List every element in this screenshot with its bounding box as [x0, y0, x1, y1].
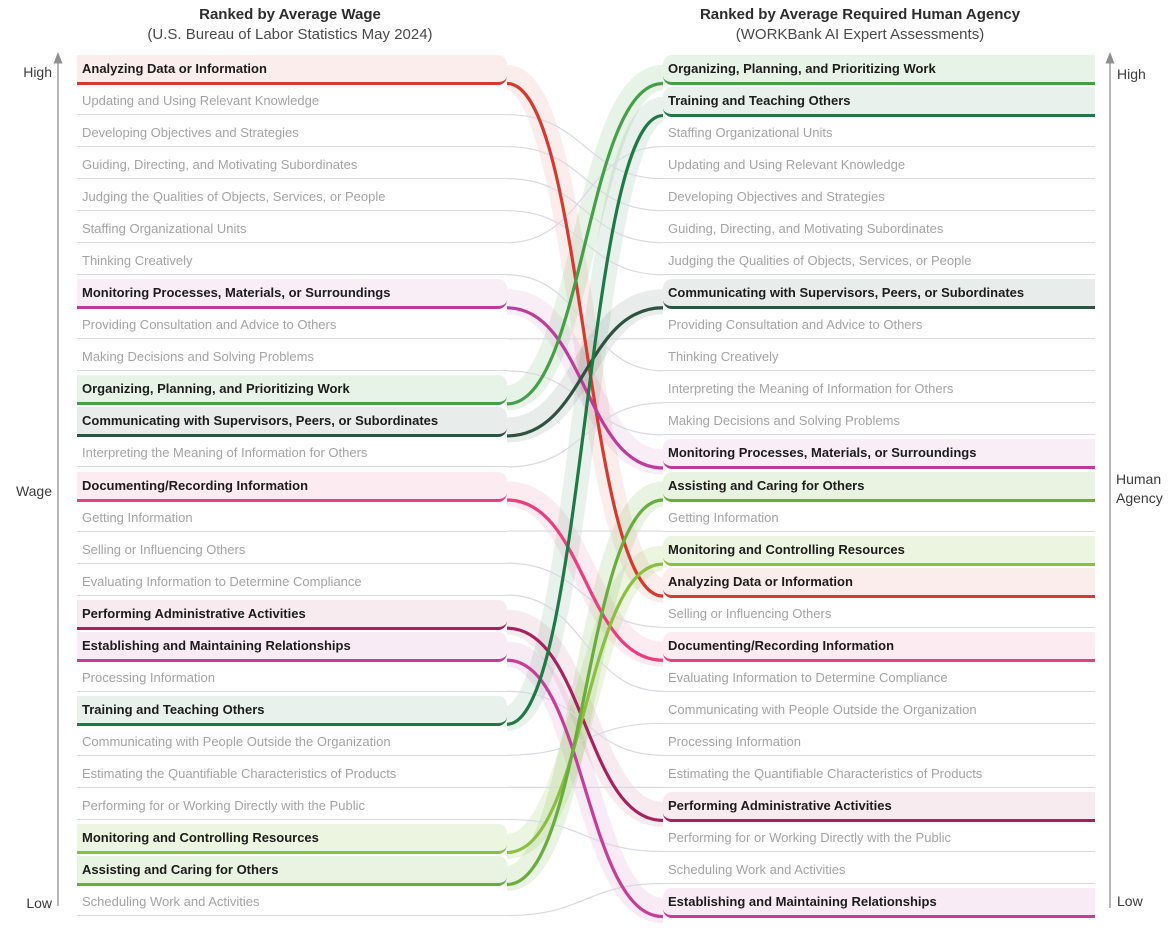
activity-label: Selling or Influencing Others [82, 541, 246, 557]
agency-rank-row [663, 55, 1095, 85]
ribbon-band [507, 110, 663, 719]
ribbon-band [507, 654, 663, 910]
activity-label: Estimating the Quantifiable Characteristics of Products [668, 765, 983, 781]
activity-label: Interpreting the Meaning of Information for Others [82, 445, 368, 461]
activity-label: Performing Administrative Activities [668, 797, 892, 813]
activity-label: Evaluating Information to Determine Compliance [668, 669, 948, 685]
activity-label: Estimating the Quantifiable Characteristics of Products [82, 765, 397, 781]
agency-rank-row [663, 824, 1095, 852]
activity-label: Developing Objectives and Strategies [668, 189, 885, 205]
activity-label: Processing Information [82, 669, 215, 685]
connection-curve [507, 116, 663, 725]
connection-curve [507, 628, 663, 820]
connection-curve [507, 660, 663, 916]
wage-rank-row [77, 119, 507, 147]
wage-rank-row [77, 888, 507, 916]
connection-curve [507, 691, 663, 755]
agency-rank-row [663, 760, 1095, 788]
activity-label: Communicating with People Outside the Organization [82, 733, 391, 749]
ribbon-band [507, 494, 663, 878]
agency-axis-low-label: Low [1117, 893, 1143, 909]
activity-label: Establishing and Maintaining Relationships [82, 637, 351, 653]
connection-curve [507, 403, 663, 467]
connection-curve [507, 147, 663, 211]
agency-rank-row [663, 407, 1095, 435]
activity-label: Performing for or Working Directly with the Public [82, 797, 365, 813]
activity-label: Documenting/Recording Information [82, 477, 309, 493]
activity-label: Guiding, Directing, and Motivating Subordinates [82, 157, 358, 173]
agency-rank-row [663, 279, 1095, 309]
wage-rank-row [77, 375, 507, 405]
ribbon-band [507, 558, 663, 846]
activity-label: Documenting/Recording Information [668, 637, 895, 653]
activity-label: Monitoring and Controlling Resources [668, 541, 905, 557]
wage-rank-row [77, 343, 507, 371]
wage-rank-row [77, 824, 507, 854]
left-ranking-title: Ranked by Average Wage [199, 6, 381, 23]
activity-label: Making Decisions and Solving Problems [668, 413, 900, 429]
activity-label: Scheduling Work and Activities [82, 894, 260, 910]
agency-rank-row [663, 664, 1095, 692]
wage-rank-row [77, 632, 507, 662]
wage-rank-row [77, 696, 507, 726]
connection-curve [507, 500, 663, 660]
agency-rank-row [663, 696, 1095, 724]
wage-axis-arrow-up-icon [54, 52, 63, 64]
activity-label: Selling or Influencing Others [668, 605, 832, 621]
activity-label: Updating and Using Relevant Knowledge [668, 157, 906, 173]
agency-rank-row [663, 439, 1095, 469]
connection-curve [507, 115, 663, 179]
activity-label: Thinking Creatively [668, 349, 779, 365]
activity-label: Processing Information [668, 733, 801, 749]
ribbon-band [507, 78, 663, 398]
agency-rank-row [663, 343, 1095, 371]
connection-curve [507, 84, 663, 404]
agency-axis-high-label: High [1117, 66, 1146, 82]
activity-label: Communicating with Supervisors, Peers, or Subordinates [668, 285, 1025, 301]
wage-rank-row [77, 183, 507, 211]
highlighted-connection-curves [507, 84, 663, 917]
activity-label: Developing Objectives and Strategies [82, 125, 299, 141]
activity-label: Assisting and Caring for Others [82, 862, 279, 877]
activity-label: Analyzing Data or Information [668, 573, 853, 589]
wage-axis-title: Wage [15, 483, 52, 499]
wage-rank-row [77, 568, 507, 596]
agency-rank-row [663, 119, 1095, 147]
agency-axis-arrow-up-icon [1106, 52, 1115, 64]
agency-rank-row [663, 504, 1095, 532]
wage-rank-row [77, 407, 507, 437]
activity-label: Assisting and Caring for Others [668, 477, 865, 493]
right-ranking-subtitle: (WORKBank AI Expert Assessments) [735, 26, 985, 43]
wage-rank-row [77, 728, 507, 756]
wage-rank-row [77, 247, 507, 275]
connection-curve [507, 179, 663, 243]
wage-rank-row [77, 472, 507, 502]
activity-label: Monitoring Processes, Materials, or Surroundings [82, 285, 391, 301]
activity-label: Performing Administrative Activities [82, 605, 306, 621]
connection-curve [507, 819, 663, 851]
activity-label: Communicating with People Outside the Organization [668, 701, 977, 717]
activity-label: Organizing, Planning, and Prioritizing Work [668, 61, 936, 76]
activity-label: Getting Information [668, 509, 779, 525]
agency-rank-row [663, 632, 1095, 662]
ribbon-bands [507, 78, 663, 911]
activity-label: Judging the Qualities of Objects, Services, or People [668, 253, 972, 269]
wage-rank-row [77, 536, 507, 564]
agency-rank-row [663, 888, 1095, 918]
wage-axis-high-label: High [23, 64, 52, 80]
wage-rank-row [77, 504, 507, 532]
agency-rank-row [663, 151, 1095, 179]
agency-rank-row [663, 728, 1095, 756]
connection-curve [507, 84, 663, 597]
activity-label: Monitoring and Controlling Resources [82, 829, 319, 845]
connection-curve [507, 500, 663, 884]
agency-rank-row [663, 472, 1095, 502]
connection-curve [507, 211, 663, 275]
wage-rank-row [77, 151, 507, 179]
agency-rank-row [663, 87, 1095, 117]
activity-label: Training and Teaching Others [82, 701, 265, 717]
agency-rank-row [663, 600, 1095, 628]
wage-rank-row [77, 760, 507, 788]
connection-curve [507, 884, 663, 916]
connection-curve [507, 308, 663, 468]
activity-label: Organizing, Planning, and Prioritizing Work [82, 381, 350, 397]
connection-curve [507, 723, 663, 755]
activity-label: Staffing Organizational Units [82, 221, 247, 237]
agency-rank-row [663, 183, 1095, 211]
activity-label: Evaluating Information to Determine Compliance [82, 573, 362, 589]
wage-rank-row [77, 856, 507, 886]
left-ranking-subtitle: (U.S. Bureau of Labor Statistics May 2024) [147, 26, 433, 43]
activity-label: Getting Information [82, 509, 193, 525]
connection-curve [507, 563, 663, 627]
wage-rank-row [77, 664, 507, 692]
activity-label: Thinking Creatively [82, 253, 193, 269]
agency-rank-row [663, 375, 1095, 403]
agency-rank-row [663, 247, 1095, 275]
connection-curve [507, 371, 663, 435]
agency-rank-row [663, 536, 1095, 566]
agency-rank-row [663, 792, 1095, 822]
ribbon-band [507, 302, 663, 462]
connection-curve [507, 275, 663, 371]
ribbon-band [507, 302, 663, 430]
agency-rank-row [663, 856, 1095, 884]
agency-rank-row [663, 215, 1095, 243]
activity-label: Analyzing Data or Information [82, 61, 267, 76]
wage-rank-row [77, 439, 507, 467]
activity-label: Interpreting the Meaning of Information for Others [668, 381, 954, 397]
wage-rank-row [77, 87, 507, 115]
gray-connection-curves [507, 115, 663, 916]
wage-rank-row [77, 311, 507, 339]
activity-label: Communicating with Supervisors, Peers, or Subordinates [82, 413, 439, 429]
connection-curve [507, 595, 663, 691]
activity-label: Training and Teaching Others [668, 93, 851, 109]
connection-curve [507, 564, 663, 852]
left-title-block [75, 5, 505, 44]
agency-rank-row [663, 568, 1095, 598]
wage-axis-low-label: Low [26, 895, 52, 911]
agency-axis-title: Human Agency [1116, 471, 1163, 506]
wage-rank-row [77, 279, 507, 309]
wage-rank-row [77, 600, 507, 630]
activity-label: Judging the Qualities of Objects, Services, or People [82, 189, 386, 205]
agency-rank-row [663, 311, 1095, 339]
connection-curve [507, 308, 663, 436]
activity-label: Guiding, Directing, and Motivating Subordinates [668, 221, 944, 237]
wage-rank-row [77, 792, 507, 820]
activity-label: Staffing Organizational Units [668, 125, 833, 141]
activity-label: Establishing and Maintaining Relationships [668, 894, 937, 910]
ribbon-band [507, 78, 663, 591]
right-ranking-title: Ranked by Average Required Human Agency [699, 6, 1021, 23]
activity-label: Making Decisions and Solving Problems [82, 349, 314, 365]
activity-label: Providing Consultation and Advice to Others [668, 317, 923, 333]
ribbon-band [507, 622, 663, 814]
activity-label: Monitoring Processes, Materials, or Surroundings [668, 445, 977, 461]
ribbon-band [507, 494, 663, 654]
activity-label: Providing Consultation and Advice to Others [82, 317, 337, 333]
activity-label: Updating and Using Relevant Knowledge [82, 93, 320, 109]
activity-label: Scheduling Work and Activities [668, 862, 846, 877]
connection-curve [507, 147, 663, 243]
wage-rank-row [77, 215, 507, 243]
activity-label: Performing for or Working Directly with the Public [668, 829, 951, 845]
wage-rank-row [77, 55, 507, 85]
right-title-block [645, 5, 1075, 44]
